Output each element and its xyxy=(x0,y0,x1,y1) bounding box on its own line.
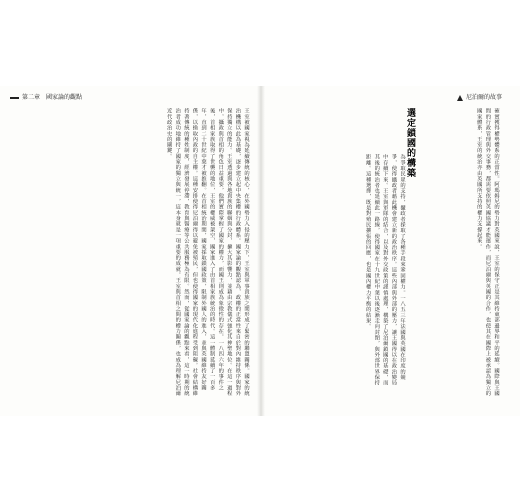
right-page-top-paragraph xyxy=(420,108,500,398)
left-header-chapter: 第二章 xyxy=(22,94,41,101)
right-page-bottom-paragraph xyxy=(276,154,406,390)
header-triangle-icon xyxy=(457,95,463,101)
left-header-title: 國家論的觀點 xyxy=(46,94,83,101)
paragraph-text: 為爭取民眾的支持，攝政者採取了各種手段來鞏固權力。一八五三年法國與英國在印度的競爭，使得攝政者藉此機會建立新的政治秩序。這些內部與外部的壓力，讓王國得以在政治變局中存續下來。王室與軍隊的結合，以及對外交政策的謹慎處理，構築了尼泊爾鎖國的基礎，而其後的統治者也延續此一路線，使得國家在十九世紀中葉以後逐漸走向封閉，與外部世界保持距離。這種選擇，既是對殖民擴張的回應，也是國內權力平衡的結果。 xyxy=(364,154,405,386)
section-subheading: 選定鎖國的構築 xyxy=(405,108,415,178)
right-header-title: 尼泊爾的故事 xyxy=(465,94,502,101)
header-rule-icon xyxy=(10,97,19,99)
left-page-body xyxy=(14,108,250,398)
left-running-header xyxy=(10,92,82,101)
paragraph-text: 確實獲得權勢體系的正當性。阿瑪姆尼的勢力對英國來說，王室的保守正是其維持東部邊界和平的延續。國際與王國間的行政管理與外交事務，都需要依照英國協議才能運作，而尼泊爾與英國的合作，也使其在國際上被承認為獨立的國家體系，王室的統治亦由英國所支持的權力支撐起來。 xyxy=(475,108,499,397)
paragraph-text: 王室被國家視為延續傳統的核心，在外國勢力入侵的壓力下，王室與軍事貴族之間形成了緊密的聯盟關係。國家的統治機構以此為基礎，逐步建立起中央集權的行政體系。國家論的觀點認為，政權的正當性來自於對內維持秩序與對外保持獨立的能力。王室透過與各地貴族的聯姻與分封，擴大其影響力，並藉由宗教儀式強化其神聖地位。在這一過程中，攝政與首相的角色日益重要，他們實際掌握了國家的權力，而國王則成為象徵性的存在。一八四六年的事件之後，首相家族取得了世襲的地位，王室的權威被架空，國家進入了由首相家族統治的時代。這一體制延續了一百多年，直到二十世紀中葉才被推翻。在首相統治期間，國家採取鎖國政策，限制外國人的進入，並與英國維持友好關係，以換取內政的自主權。這種安排使得尼泊爾得以避免被殖民，但也使得國家的現代化進程受到阻礙。社會結構維持著傳統的種姓制度，經濟發展停滯，教育與醫療等公共服務極為有限。然而，從國家論的觀點來看，這一時期的統治者成功地維持了國家的獨立與統一，這本身就是一項重要的成就。王室與首相之間的權力關係，也成為理解尼泊爾近代政治史的關鍵。 xyxy=(165,108,249,397)
right-running-header xyxy=(457,92,502,101)
book-gutter xyxy=(257,86,265,416)
